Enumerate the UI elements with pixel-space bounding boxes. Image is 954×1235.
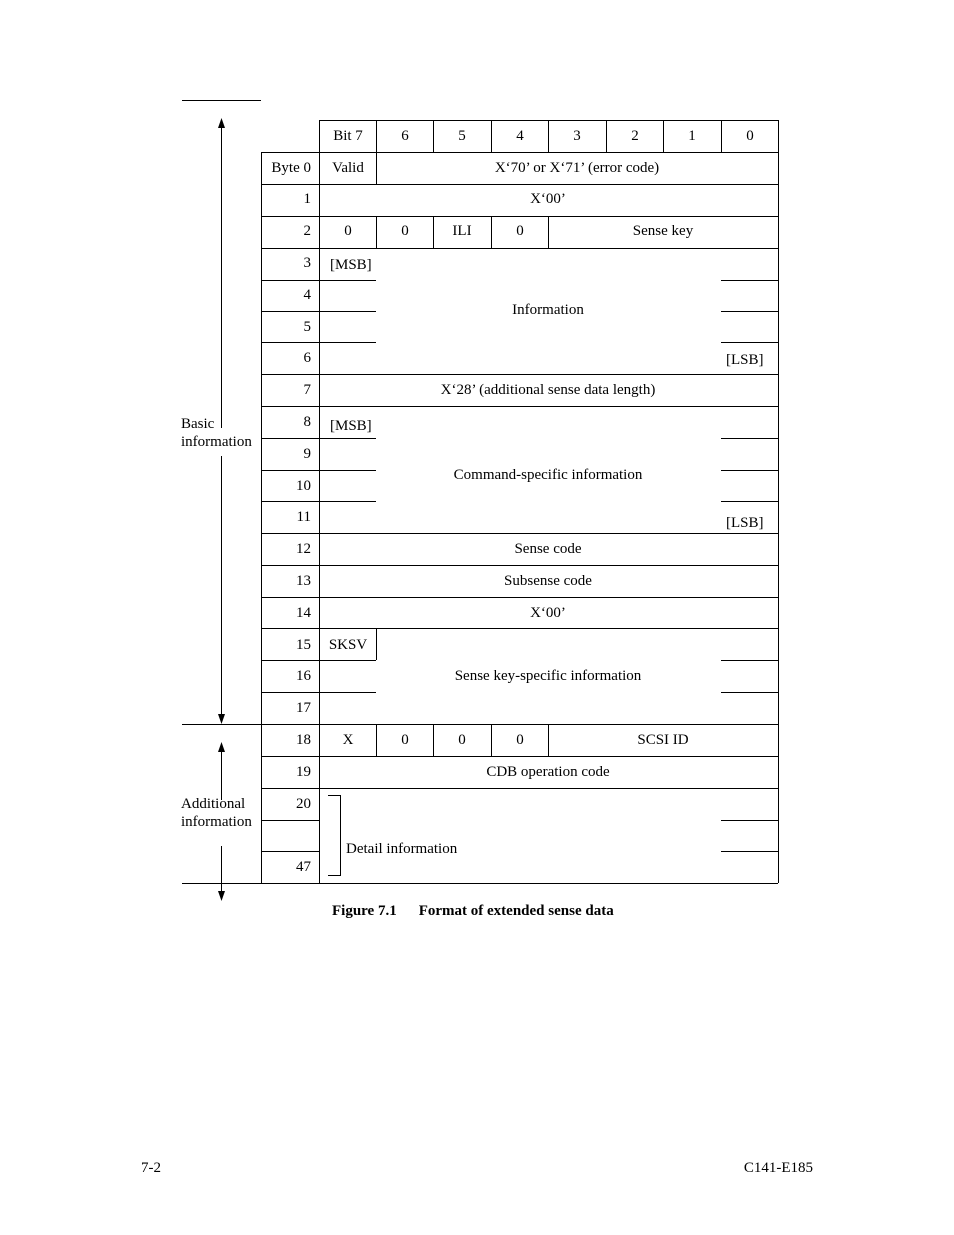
byte-label-17: 17 xyxy=(296,700,311,716)
byte-label-20: 20 xyxy=(296,796,311,812)
byte-label-12: 12 xyxy=(296,541,311,557)
figure-caption xyxy=(332,903,614,920)
cdb-opcode-field: CDB operation code xyxy=(486,764,610,780)
information-field: Information xyxy=(512,302,584,318)
basic-information-label xyxy=(181,415,252,451)
additional-information-label xyxy=(181,795,252,831)
byte-label-10: 10 xyxy=(296,478,311,494)
byte-label-16: 16 xyxy=(296,668,311,684)
basic-label-line2: information xyxy=(181,434,252,450)
byte18-bit5: 0 xyxy=(458,732,466,748)
byte18-bit7: X xyxy=(342,732,354,748)
byte-label-3: 3 xyxy=(303,255,311,271)
byte2-bit7: 0 xyxy=(344,223,352,239)
byte-label-0: Byte 0 xyxy=(271,160,311,176)
byte-label-4: 4 xyxy=(303,287,311,303)
basic-label-line1: Basic xyxy=(181,416,215,432)
byte-label-14: 14 xyxy=(296,605,311,621)
header-bit7: Bit 7 xyxy=(333,128,363,144)
header-bit1: 1 xyxy=(688,128,696,144)
byte-label-9: 9 xyxy=(303,446,311,462)
scsi-id-field: SCSI ID xyxy=(637,732,689,748)
byte1-field: X‘00’ xyxy=(530,191,566,207)
byte-label-18: 18 xyxy=(296,732,311,748)
command-specific-msb-marker: [MSB] xyxy=(330,418,372,434)
byte-label-7: 7 xyxy=(303,382,311,398)
figure-number: Figure 7.1 xyxy=(332,903,397,919)
header-bit4: 4 xyxy=(516,128,524,144)
byte14-field: X‘00’ xyxy=(530,605,566,621)
subsense-code-field: Subsense code xyxy=(504,573,592,589)
header-bit2: 2 xyxy=(631,128,639,144)
byte18-bit6: 0 xyxy=(401,732,409,748)
byte-label-1: 1 xyxy=(303,191,311,207)
figure-title: Format of extended sense data xyxy=(418,903,614,919)
header-bit3: 3 xyxy=(573,128,581,144)
byte18-bit4: 0 xyxy=(516,732,524,748)
sense-key-field: Sense key xyxy=(632,223,694,239)
header-bit6: 6 xyxy=(401,128,409,144)
sense-code-field: Sense code xyxy=(514,541,582,557)
ili-bit: ILI xyxy=(452,223,472,239)
byte-label-13: 13 xyxy=(296,573,311,589)
command-specific-field: Command-specific information xyxy=(453,467,643,483)
byte2-bit6: 0 xyxy=(401,223,409,239)
header-bit5: 5 xyxy=(458,128,466,144)
page-number: 7-2 xyxy=(141,1160,161,1176)
byte-label-2: 2 xyxy=(303,223,311,239)
additional-label-line1: Additional xyxy=(181,796,246,812)
byte2-bit4: 0 xyxy=(516,223,524,239)
byte-label-8: 8 xyxy=(303,414,311,430)
byte-label-47: 47 xyxy=(296,859,311,875)
byte-label-5: 5 xyxy=(303,319,311,335)
command-specific-lsb-marker: [LSB] xyxy=(726,515,764,531)
error-code-field: X‘70’ or X‘71’ (error code) xyxy=(494,160,660,176)
sense-key-specific-field: Sense key-specific information xyxy=(454,668,642,684)
detail-information-field: Detail information xyxy=(346,841,458,857)
additional-label-line2: information xyxy=(181,814,252,830)
byte-label-19: 19 xyxy=(296,764,311,780)
sksv-bit: SKSV xyxy=(328,637,368,653)
byte-label-15: 15 xyxy=(296,637,311,653)
header-bit0: 0 xyxy=(746,128,754,144)
additional-length-field: X‘28’ (additional sense data length) xyxy=(440,382,656,398)
document-id: C141-E185 xyxy=(743,1160,813,1176)
byte-label-6: 6 xyxy=(303,350,311,366)
byte-label-11: 11 xyxy=(296,509,311,525)
information-msb-marker: [MSB] xyxy=(330,257,372,273)
information-lsb-marker: [LSB] xyxy=(726,352,764,368)
valid-bit: Valid xyxy=(332,160,364,176)
